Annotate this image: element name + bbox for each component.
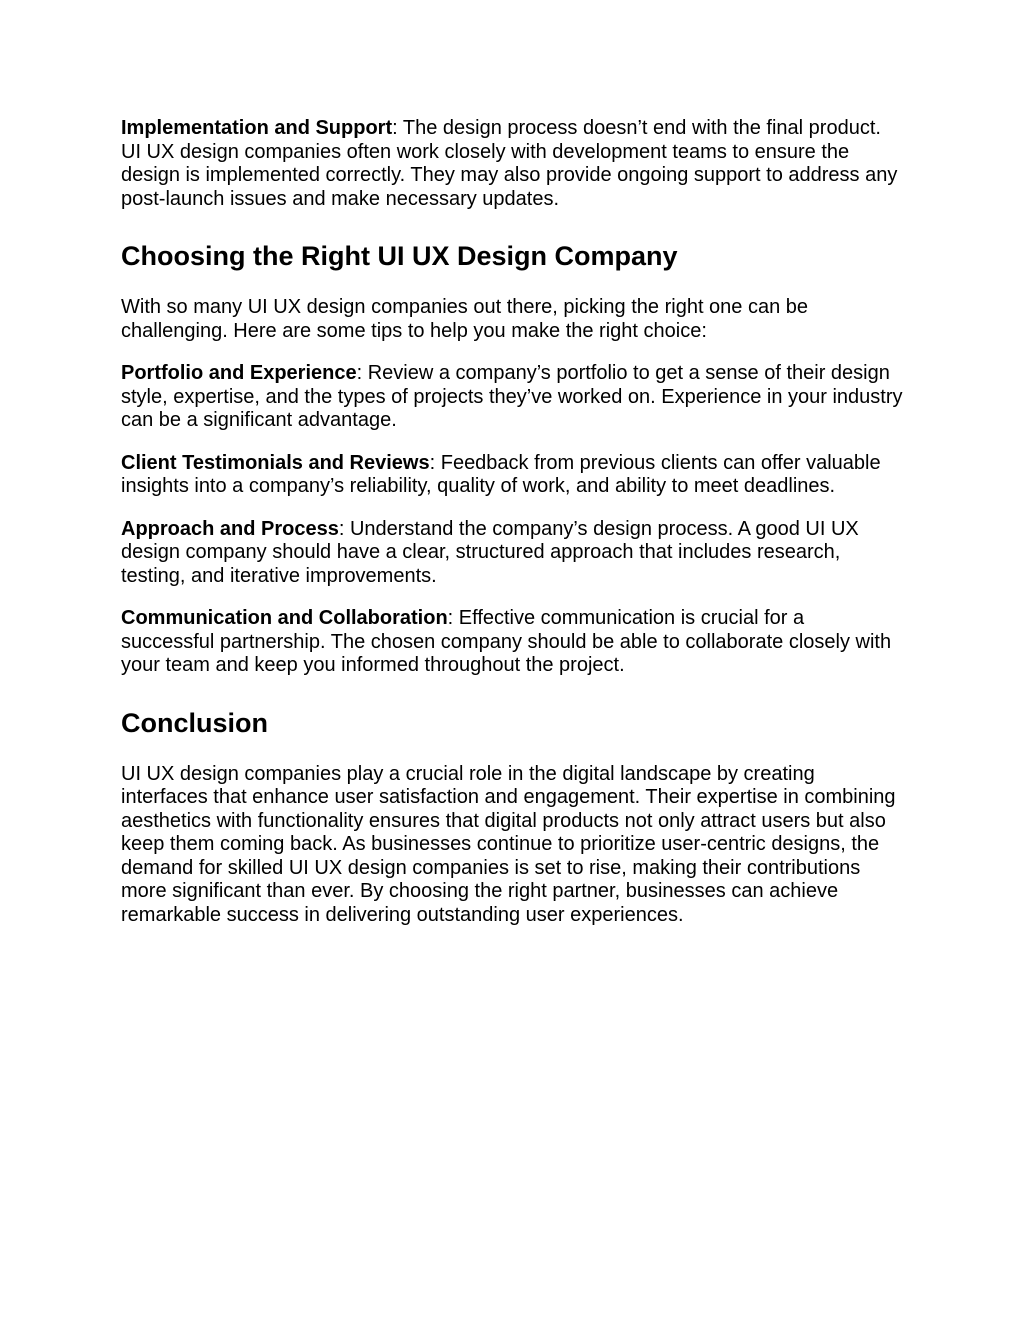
heading-conclusion: Conclusion xyxy=(121,707,268,738)
paragraph-choosing-intro: With so many UI UX design companies out there, picking the right one can be challenging. Here are some tips to help you make the right choice: xyxy=(121,296,809,342)
paragraph-conclusion: UI UX design companies play a crucial role in the digital landscape by creating interfaces that enhance user satisfaction and engagement. Their expertise in combining aesthetics with functionality ensures that digital products not only attract users but also keep them coming back. As businesses continue to prioritize user-centric designs, the demand for skilled UI UX design companies is set to rise, making their contributions more significant than ever. By choosing the right partner, businesses can achieve remarkable success in delivering outstanding user experiences. xyxy=(121,762,896,926)
paragraph-body-communication-and-collaboration: : Effective communication is crucial for a successful partnership. The chosen company should be able to collaborate closely with your team and keep you informed throughout the project. xyxy=(121,607,892,676)
paragraph-body-approach-and-process: : Understand the company’s design process. A good UI UX design company should have a clear, structured approach that includes research, testing, and iterative improvements. xyxy=(121,517,859,587)
heading-choosing-the-right-company: Choosing the Right UI UX Design Company xyxy=(121,241,678,271)
paragraph-communication-and-collaboration xyxy=(121,607,903,678)
paragraph-lead-communication-and-collaboration: Communication and Collaboration xyxy=(121,607,448,629)
paragraph-portfolio-and-experience xyxy=(121,362,903,433)
paragraph-body-implementation-and-support: : The design process doesn’t end with the final product. UI UX design companies often work closely with development teams to ensure the design is implemented correctly. They may also provide ongoing support to address any post-launch issues and make necessary updates. xyxy=(121,117,898,210)
document-content xyxy=(121,117,903,946)
paragraph-implementation-and-support xyxy=(121,117,903,211)
paragraph-lead-client-testimonials: Client Testimonials and Reviews xyxy=(121,451,430,474)
paragraph-lead-approach-and-process: Approach and Process xyxy=(121,517,339,540)
paragraph-lead-implementation-and-support: Implementation and Support xyxy=(121,117,393,139)
paragraph-client-testimonials xyxy=(121,452,903,499)
paragraph-lead-portfolio-and-experience: Portfolio and Experience xyxy=(121,362,357,384)
paragraph-body-portfolio-and-experience: : Review a company’s portfolio to get a sense of their design style, expertise, and the types of projects they’ve worked on. Experience in your industry can be a significant advantage. xyxy=(121,362,903,431)
paragraph-body-client-testimonials: : Feedback from previous clients can offer valuable insights into a company’s reliability, quality of work, and ability to meet deadlines. xyxy=(121,451,881,497)
paragraph-approach-and-process xyxy=(121,518,903,589)
